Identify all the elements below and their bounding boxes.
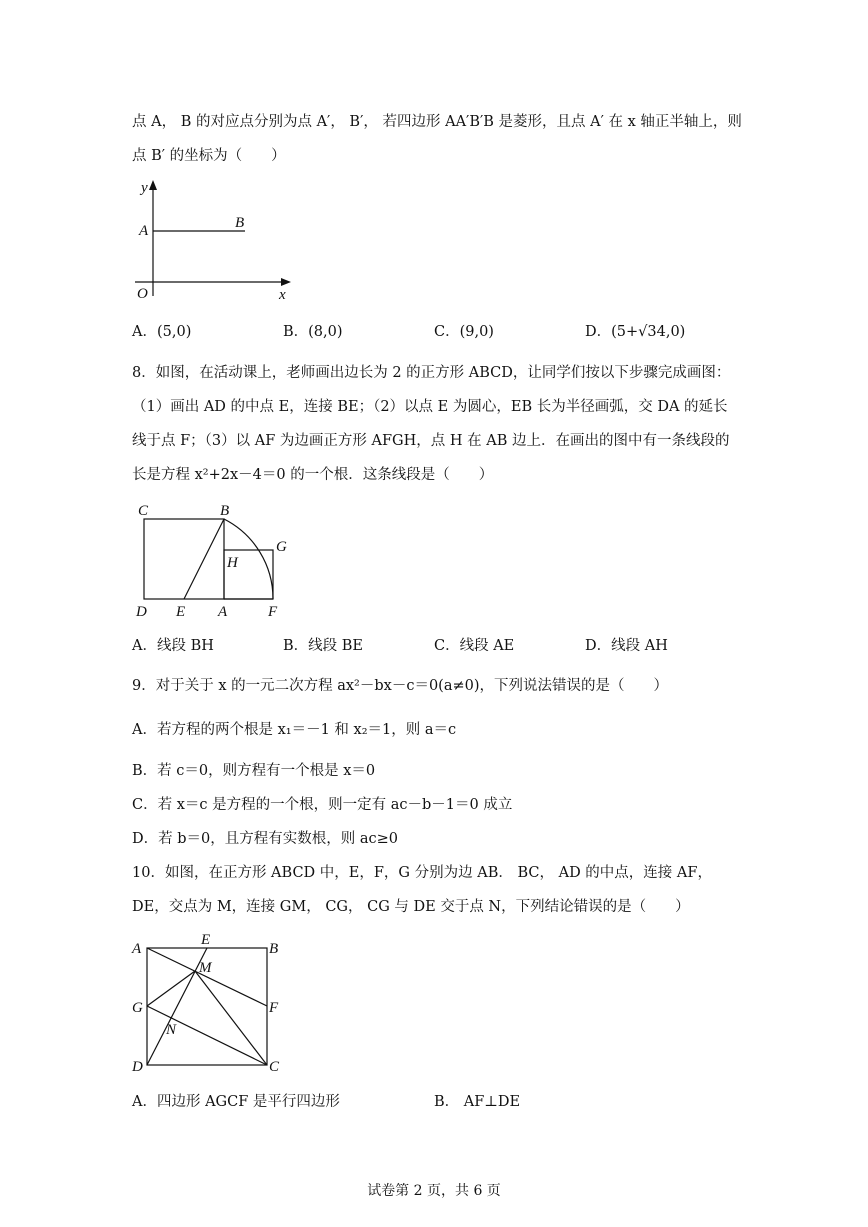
q9-option-a[interactable]: A．若方程的两个根是 x₁＝－1 和 x₂＝1，则 a＝c (132, 722, 457, 738)
q8-option-d[interactable]: D．线段 AH (585, 638, 668, 654)
segment-gc (147, 1006, 267, 1065)
label-b: B (235, 215, 245, 231)
segment-be (184, 519, 224, 599)
page-footer: 试卷第 2 页，共 6 页 (367, 1183, 501, 1199)
q9-option-d[interactable]: D．若 b＝0，且方程有实数根，则 ac≥0 (132, 831, 398, 847)
label-a: A (218, 604, 228, 620)
y-axis-arrow (149, 180, 157, 190)
segment-gm (147, 971, 195, 1006)
q7-coordinate-figure (125, 178, 300, 303)
label-d: D (136, 604, 147, 620)
q10-square-figure (128, 930, 293, 1078)
label-n: N (166, 1022, 177, 1038)
q8-option-c[interactable]: C．线段 AE (434, 638, 515, 654)
q9-stem: 9．对于关于 x 的一元二次方程 ax²－bx－c＝0(a≠0)，下列说法错误的是（ ） (132, 678, 669, 694)
label-f: F (268, 604, 278, 620)
label-d: D (132, 1059, 143, 1075)
square-abcd (144, 519, 224, 599)
label-x: x (279, 287, 286, 303)
label-y: y (141, 180, 148, 196)
x-axis-arrow (281, 278, 291, 286)
label-m: M (199, 960, 212, 976)
q8-stem-line1: 8．如图，在活动课上，老师画出边长为 2 的正方形 ABCD，让同学们按以下步骤完成画图： (132, 365, 731, 381)
q7-option-c[interactable]: C．(9,0) (434, 324, 494, 340)
q7-stem-line1: 点 A， B 的对应点分别为点 A′， B′， 若四边形 AA′B′B 是菱形，且点 A′ 在 x 轴正半轴上，则 (132, 114, 742, 130)
q7-option-d[interactable]: D．(5+√34,0) (585, 324, 686, 340)
q7-option-b[interactable]: B．(8,0) (283, 324, 343, 340)
label-f: F (269, 1000, 279, 1016)
q10-stem-line1: 10．如图，在正方形 ABCD 中，E，F，G 分别为边 AB． BC， AD 的中点，连接 AF， (132, 865, 712, 881)
q8-square-figure (130, 500, 300, 625)
q9-option-c[interactable]: C．若 x＝c 是方程的一个根，则一定有 ac－b－1＝0 成立 (132, 797, 513, 813)
q8-stem-line3: 线于点 F；（3）以 AF 为边画正方形 AFGH，点 H 在 AB 边上．在画出的图中有一条线段的 (132, 433, 730, 449)
q8-stem-line4: 长是方程 x²+2x－4＝0 的一个根．这条线段是（ ） (132, 467, 494, 483)
label-c: C (269, 1059, 280, 1075)
segment-de (147, 948, 207, 1065)
q8-stem-line2: （1）画出 AD 的中点 E，连接 BE；（2）以点 E 为圆心，EB 长为半径画弧，交 DA 的延长 (132, 399, 728, 415)
q10-option-a[interactable]: A．四边形 AGCF 是平行四边形 (132, 1094, 340, 1110)
label-e: E (176, 604, 186, 620)
q8-option-a[interactable]: A．线段 BH (132, 638, 214, 654)
label-b: B (220, 503, 230, 519)
label-e: E (201, 932, 211, 948)
q7-stem-line2: 点 B′ 的坐标为（ ） (132, 148, 286, 164)
label-a: A (132, 941, 142, 957)
label-b: B (269, 941, 279, 957)
label-g: G (132, 1000, 143, 1016)
segment-mc (195, 971, 267, 1065)
q10-option-b[interactable]: B． AF⊥DE (434, 1094, 521, 1110)
q7-option-a[interactable]: A．(5,0) (132, 324, 192, 340)
q10-stem-line2: DE，交点为 M，连接 GM， CG， CG 与 DE 交于点 N，下列结论错误的是（ ） (132, 899, 690, 915)
label-c: C (138, 503, 149, 519)
q8-option-b[interactable]: B．线段 BE (283, 638, 364, 654)
label-h: H (227, 555, 238, 571)
label-g: G (276, 539, 287, 555)
label-a: A (139, 223, 149, 239)
label-o: O (137, 286, 148, 302)
segment-af (147, 948, 267, 1006)
q9-option-b[interactable]: B．若 c＝0，则方程有一个根是 x＝0 (132, 763, 376, 779)
